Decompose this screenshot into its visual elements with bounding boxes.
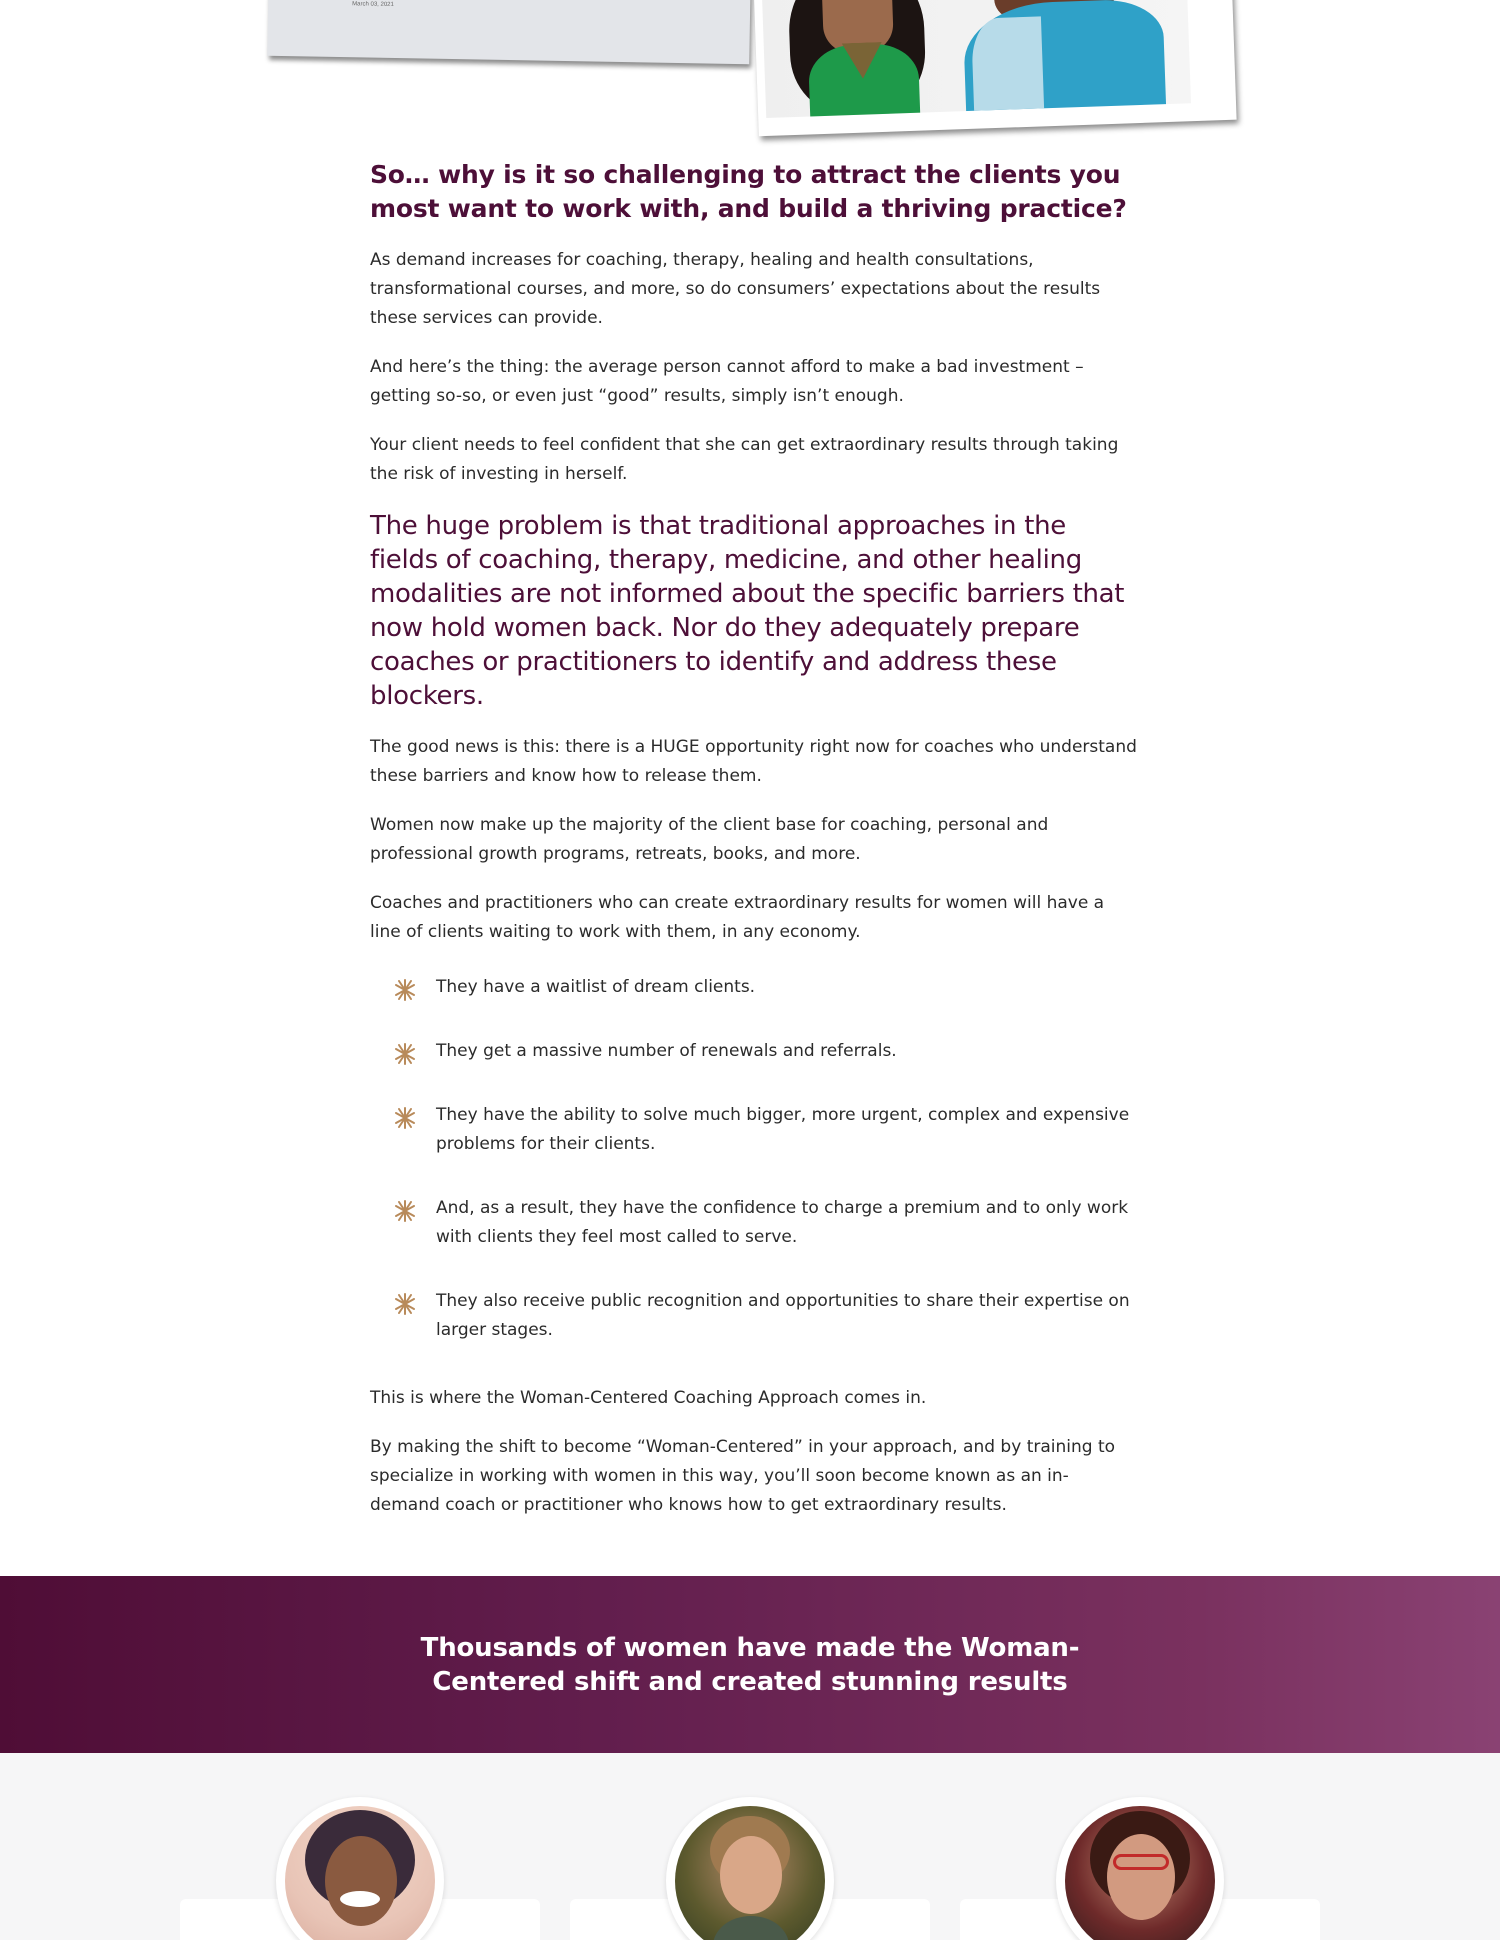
list-item: [370, 1037, 1138, 1066]
body-paragraph-2: Women now make up the majority of the client base for coaching, personal and professional growth programs, retreats, books, and more.: [370, 815, 1049, 864]
document-preview-image: [267, 0, 750, 64]
avatar: [276, 1797, 444, 1940]
list-item: [370, 973, 1138, 1002]
intro-paragraph-1: As demand increases for coaching, therapy, healing and health consultations, transformational courses, and more, so do consumers’ expectations about the results these services can provide.: [370, 250, 1101, 328]
testimonials-banner: [0, 1576, 1500, 1753]
list-item-text: They get a massive number of renewals and referrals.: [436, 1041, 897, 1061]
hero-images: [0, 0, 1500, 140]
list-item-text: They also receive public recognition and opportunities to share their expertise on larger stages.: [436, 1291, 1130, 1340]
testimonials-section: [0, 1753, 1500, 1940]
avatar: [666, 1797, 834, 1940]
list-item: [370, 1287, 1138, 1345]
list-item-text: They have a waitlist of dream clients.: [436, 977, 756, 997]
body-paragraph-1: The good news is this: there is a HUGE opportunity right now for coaches who understand these barriers and know how to release them.: [370, 737, 1137, 786]
star-burst-icon: [394, 1043, 416, 1065]
star-burst-icon: [394, 1107, 416, 1129]
body-paragraph-3: Coaches and practitioners who can create extraordinary results for women will have a line of clients waiting to work with them, in any economy.: [370, 893, 1105, 942]
intro-paragraph-3: Your client needs to feel confident that she can get extraordinary results through taking the risk of investing in herself.: [370, 435, 1119, 484]
list-item: [370, 1194, 1138, 1252]
coaching-session-photo: [762, 0, 1191, 118]
list-item-text: And, as a result, they have the confidence to charge a premium and to only work with clients they feel most called to serve.: [436, 1198, 1129, 1247]
list-item: [370, 1101, 1138, 1159]
closing-paragraph-2: By making the shift to become “Woman-Centered” in your approach, and by training to specialize in working with women in this way, you’ll soon become known as an in-demand coach or practitioner who knows how to get extraordinary results.: [370, 1437, 1116, 1515]
closing-paragraph-1: This is where the Woman-Centered Coaching Approach comes in.: [370, 1388, 927, 1408]
benefits-list: [370, 973, 1138, 1345]
intro-paragraph-2: And here’s the thing: the average person cannot afford to make a bad investment – getting so-so, or even just “good” results, simply isn’t enough.: [370, 357, 1084, 406]
coaching-photo-frame: [753, 0, 1236, 136]
highlight-quote: The huge problem is that traditional approaches in the fields of coaching, therapy, medicine, and other healing modalities are not informed about the specific barriers that now hold women back. Nor do they adequately prepare coaches or practitioners to identify and address these blockers.: [370, 511, 1125, 711]
avatar: [1056, 1797, 1224, 1940]
list-item-text: They have the ability to solve much bigger, more urgent, complex and expensive problems for their clients.: [436, 1105, 1130, 1154]
banner-title: Thousands of women have made the Woman-Centered shift and created stunning results: [420, 1632, 1080, 1697]
main-content: [370, 158, 1138, 1520]
section-heading: So… why is it so challenging to attract the clients you most want to work with, and build a thriving practice?: [370, 160, 1127, 223]
star-burst-icon: [394, 979, 416, 1001]
star-burst-icon: [394, 1200, 416, 1222]
document-date: March 03, 2021: [352, 1, 394, 8]
star-burst-icon: [394, 1293, 416, 1315]
